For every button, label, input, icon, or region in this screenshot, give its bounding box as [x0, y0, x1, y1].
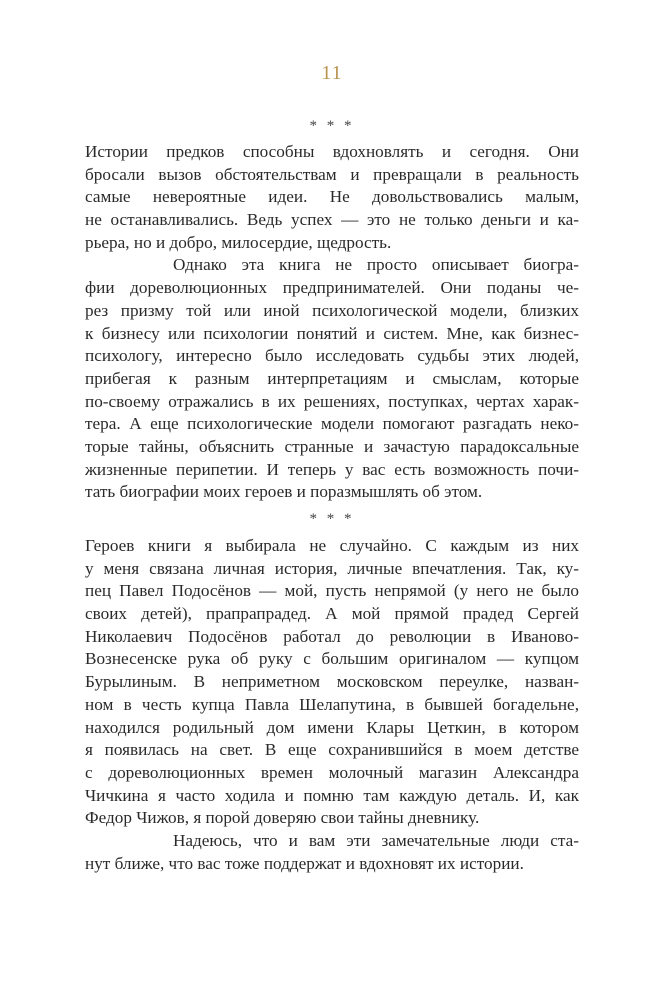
- text-line: пец Павел Подосёнов — мой, пусть непрямой (у него не было: [85, 581, 579, 601]
- paragraph: [85, 830, 579, 875]
- text-line: бросали вызов обстоятельствам и превращали в реальность: [85, 164, 579, 184]
- text-line: Вознесенске рука об руку с большим оригиналом — купцом: [85, 649, 579, 669]
- text-line: я появилась на свет. В еще сохранившийся в моем детстве: [85, 740, 579, 760]
- text-line: Героев книги я выбирала не случайно. С каждым из них: [85, 536, 579, 555]
- text-line: находился родильный дом имени Клары Цеткин, в котором: [85, 717, 579, 737]
- section-2: [85, 535, 579, 875]
- section-separator: * * *: [309, 118, 355, 134]
- text-line: у меня связана личная история, личные впечатления. Так, ку-: [85, 558, 579, 578]
- text-line: по-своему отражались в их решениях, поступках, чертах харак-: [85, 391, 579, 411]
- text-line: Истории предков способны вдохновлять и сегодня. Они: [85, 142, 579, 161]
- text-line: Николаевич Подосёнов работал до революции в Иваново-: [85, 626, 579, 646]
- text-line: Федор Чижов, я порой доверяю свои тайны дневнику.: [85, 808, 480, 828]
- paragraph: [85, 141, 579, 254]
- text-line: самые невероятные идеи. Не довольствовались малым,: [85, 187, 579, 207]
- text-line: психологу, интересно было исследовать судьбы этих людей,: [85, 346, 579, 366]
- text-line: нут ближе, что вас тоже поддержат и вдохновят их истории.: [85, 853, 524, 873]
- text-line: фии дореволюционных предпринимателей. Они поданы че-: [85, 278, 579, 298]
- text-line: торые тайны, объяснить странные и зачастую парадоксальные: [85, 436, 579, 456]
- text-line: Однако эта книга не просто описывает биогра-: [173, 255, 579, 275]
- text-line: Бурылиным. В неприметном московском переулке, назван-: [85, 672, 579, 692]
- text-line: Чичкина я часто ходила и помню там каждую деталь. И, как: [85, 785, 579, 805]
- text-line: прибегая к разным интерпретациям и смыслам, которые: [85, 368, 579, 388]
- text-line: Надеюсь, что и вам эти замечательные люди ста-: [173, 830, 579, 850]
- paragraph: [85, 254, 579, 504]
- paragraph: [85, 535, 579, 830]
- section-separator: * * *: [309, 511, 355, 527]
- section-1: [85, 141, 579, 504]
- text-line: жизненные перипетии. И теперь у вас есть возможность почи-: [85, 459, 579, 479]
- text-line: тать биографии моих героев и поразмышлять об этом.: [85, 482, 483, 502]
- text-line: ном в честь купца Павла Шелапутина, в бывшей богадельне,: [85, 694, 579, 714]
- text-line: тера. А еще психологические модели помогают разгадать неко-: [85, 414, 579, 434]
- text-line: не останавливались. Ведь успех — это не только деньги и ка-: [85, 210, 579, 230]
- text-line: рез призму той или иной психологической модели, близких: [85, 300, 579, 320]
- page-number: 11: [321, 62, 343, 84]
- text-line: своих детей), прапрапрадед. А мой прямой прадед Сергей: [85, 604, 579, 624]
- text-line: с дореволюционных времен молочный магазин Александра: [85, 762, 579, 782]
- text-line: рьера, но и добро, милосердие, щедрость.: [85, 232, 392, 252]
- text-line: к бизнесу или психологии понятий и систем. Мне, как бизнес-: [85, 323, 579, 343]
